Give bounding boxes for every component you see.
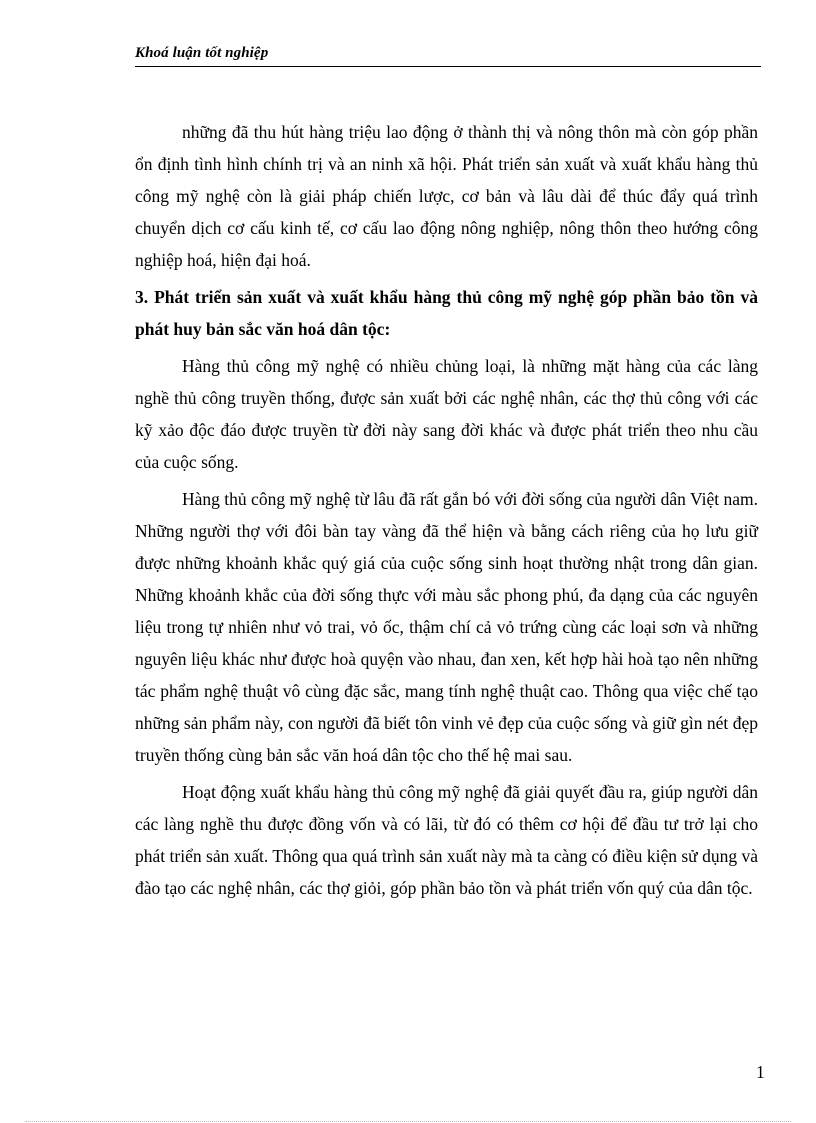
paragraph: Hàng thủ công mỹ nghệ từ lâu đã rất gắn bó với đời sống của người dân Việt nam. Những người thợ với đôi bàn tay vàng đã thể hiện và bằng cách riêng của họ lưu giữ được những khoảnh khắc quý giá của cuộc sống sinh hoạt thường nhật trong dân gian. Những khoảnh khắc của đời sống thực với màu sắc phong phú, đa dạng của các nguyên liệu trong tự nhiên như vỏ trai, vỏ ốc, thậm chí cả vỏ trứng cùng các loại sơn và những nguyên liệu khác như được hoà quyện vào nhau, đan xen, kết hợp hài hoà tạo nên những tác phẩm nghệ thuật vô cùng đặc sắc, mang tính nghệ thuật cao. Thông qua việc chế tạo những sản phẩm này, con người đã biết tôn vinh vẻ đẹp của cuộc sống và giữ gìn nét đẹp truyền thống cùng bản sắc văn hoá dân tộc cho thế hệ mai sau. bbox=[135, 489, 758, 765]
section-heading: 3. Phát triển sản xuất và xuất khẩu hàng thủ công mỹ nghệ góp phần bảo tồn và phát huy bản sắc văn hoá dân tộc: bbox=[135, 287, 758, 339]
page-bottom-divider bbox=[25, 1121, 791, 1122]
page-header bbox=[135, 44, 761, 67]
header-title: Khoá luận tốt nghiệp bbox=[135, 45, 269, 61]
paragraph: Hoạt động xuất khẩu hàng thủ công mỹ nghệ đã giải quyết đầu ra, giúp người dân các làng nghề thu được đồng vốn và có lãi, từ đó có thêm cơ hội để đầu tư trở lại cho phát triển sản xuất. Thông qua quá trình sản xuất này mà ta càng có điều kiện sử dụng và đào tạo các nghệ nhân, các thợ giỏi, góp phần bảo tồn và phát triển vốn quý của dân tộc. bbox=[135, 782, 758, 898]
document-body bbox=[135, 116, 758, 909]
paragraph-continued: những đã thu hút hàng triệu lao động ở thành thị và nông thôn mà còn góp phần ổn định tình hình chính trị và an ninh xã hội. Phát triển sản xuất và xuất khẩu hàng thủ công mỹ nghệ còn là giải pháp chiến lược, cơ bản và lâu dài để thúc đẩy quá trình chuyển dịch cơ cấu kinh tế, cơ cấu lao động nông nghiệp, nông thôn theo hướng công nghiệp hoá, hiện đại hoá. bbox=[135, 122, 758, 270]
paragraph: Hàng thủ công mỹ nghệ có nhiều chủng loại, là những mặt hàng của các làng nghề thủ công truyền thống, được sản xuất bởi các nghệ nhân, các thợ thủ công với các kỹ xảo độc đáo được truyền từ đời này sang đời khác và được phát triển theo nhu cầu của cuộc sống. bbox=[135, 356, 758, 472]
page-number: 1 bbox=[756, 1062, 765, 1082]
